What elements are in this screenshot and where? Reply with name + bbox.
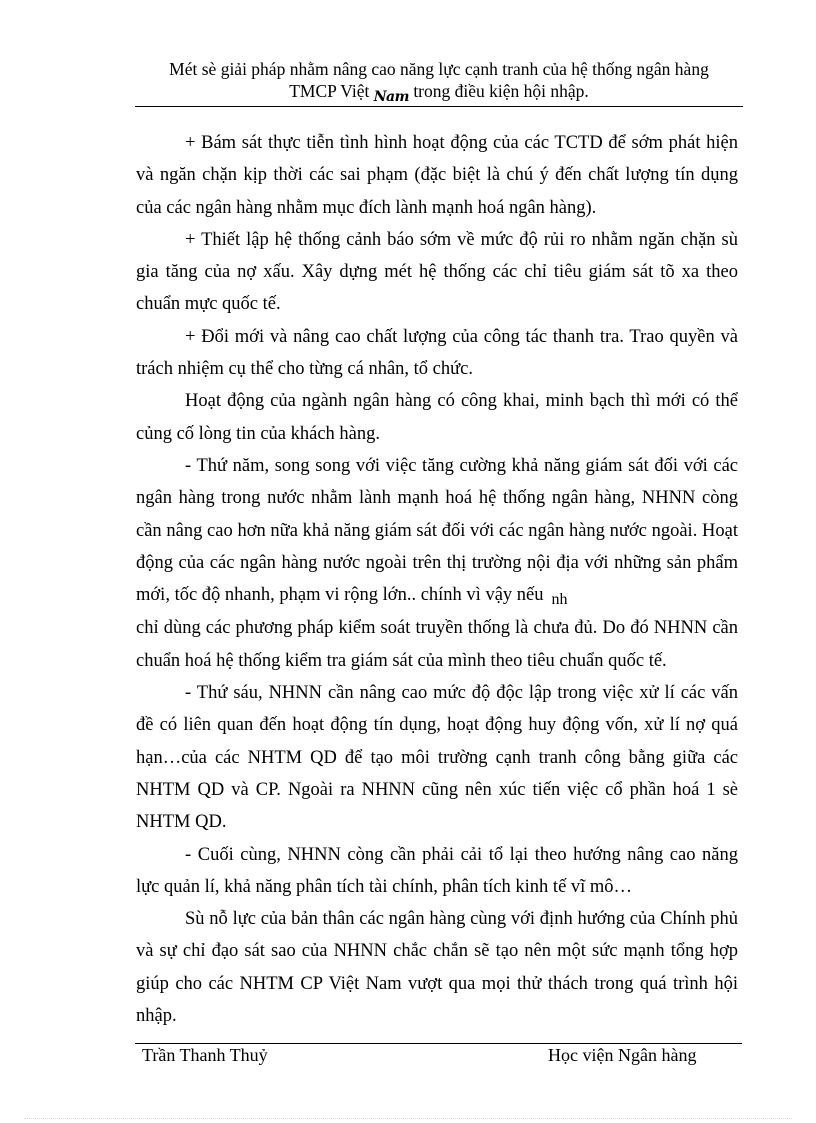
header-line-2-prefix: TMCP Việt xyxy=(289,81,370,101)
paragraph-8: - Cuối cùng, NHNN còng cần phải cải tổ lại theo hướng nâng cao năng lực quản lí, khả năng phân tích tài chính, phân tích kinh tế vĩ mô… xyxy=(136,844,738,897)
footer-author: Trần Thanh Thuỷ xyxy=(142,1045,268,1065)
paragraph-1: + Bám sát thực tiễn tình hình hoạt động của các TCTD để sớm phát hiện và ngăn chặn kịp thời các sai phạm (đặc biệt là chú ý đến chất lượng tín dụng của các ngân hàng nhằm mục đích lành mạnh hoá ngân hàng). xyxy=(136,133,738,218)
header-script-word: Nam xyxy=(373,89,409,105)
document-body xyxy=(136,127,738,1032)
paragraph-7: - Thứ sáu, NHNN cần nâng cao mức độ độc lập trong việc xử lí các vấn đề có liên quan đến hoạt động tín dụng, hoạt động huy động vốn, xử lí nợ quá hạn…của các NHTM QD để tạo môi trường cạnh tranh công bằng giữa các NHTM QD và CP. Ngoài ra NHNN cũng nên xúc tiến việc cổ phần hoá 1 sè NHTM QD. xyxy=(136,683,738,833)
paragraph-5 xyxy=(136,450,738,612)
paragraph-9: Sù nỗ lực của bản thân các ngân hàng cùng với định hướng của Chính phủ và sự chỉ đạo sát sao của NHNN chắc chắn sẽ tạo nên một sức mạnh tổng hợp giúp cho các NHTM CP Việt Nam vượt qua mọi thử thách trong quá trình hội nhập. xyxy=(136,909,738,1027)
footer-divider xyxy=(135,1043,742,1044)
header-line-2-suffix: trong điều kiện hội nhập. xyxy=(413,81,589,101)
stray-text: nh xyxy=(551,591,568,609)
page-header xyxy=(135,58,743,107)
header-line-1: Mét sè giải pháp nhằm nâng cao năng lực cạnh tranh của hệ thống ngân hàng xyxy=(169,59,709,79)
paragraph-2: + Thiết lập hệ thống cảnh báo sớm về mức độ rủi ro nhằm ngăn chặn sù gia tăng của nợ xấu. Xây dựng mét hệ thống các chỉ tiêu giám sát tõ xa theo chuẩn mực quốc tế. xyxy=(136,229,738,315)
paragraph-3: + Đổi mới và nâng cao chất lượng của công tác thanh tra. Trao quyền và trách nhiệm cụ thể cho từng cá nhân, tổ chức. xyxy=(136,326,738,380)
paragraph-4: Hoạt động của ngành ngân hàng có công khai, minh bạch thì mới có thể củng cố lòng tin của khách hàng. xyxy=(136,391,738,444)
page-bottom-edge xyxy=(24,1118,792,1119)
footer-institution: Học viện Ngân hàng xyxy=(548,1045,697,1065)
header-line-2 xyxy=(135,80,743,104)
paragraph-6: chỉ dùng các phương pháp kiểm soát truyền thống là chưa đủ. Do đó NHNN cần chuẩn hoá hệ thống kiểm tra giám sát của mình theo tiêu chuẩn quốc tế. xyxy=(136,618,738,671)
paragraph-5-text: - Thứ năm, song song với việc tăng cường khả năng giám sát đối với các ngân hàng trong nước nhằm lành mạnh hoá hệ thống ngân hàng, NHNN còng cần nâng cao hơn nữa khả năng giám sát đối với các ngân hàng nước ngoài. Hoạt động của các ngân hàng nước ngoài trên thị trường nội địa với những sản phẩm mới, tốc độ nhanh, phạm vi rộng lớn.. chính vì vậy nếu xyxy=(136,455,738,606)
